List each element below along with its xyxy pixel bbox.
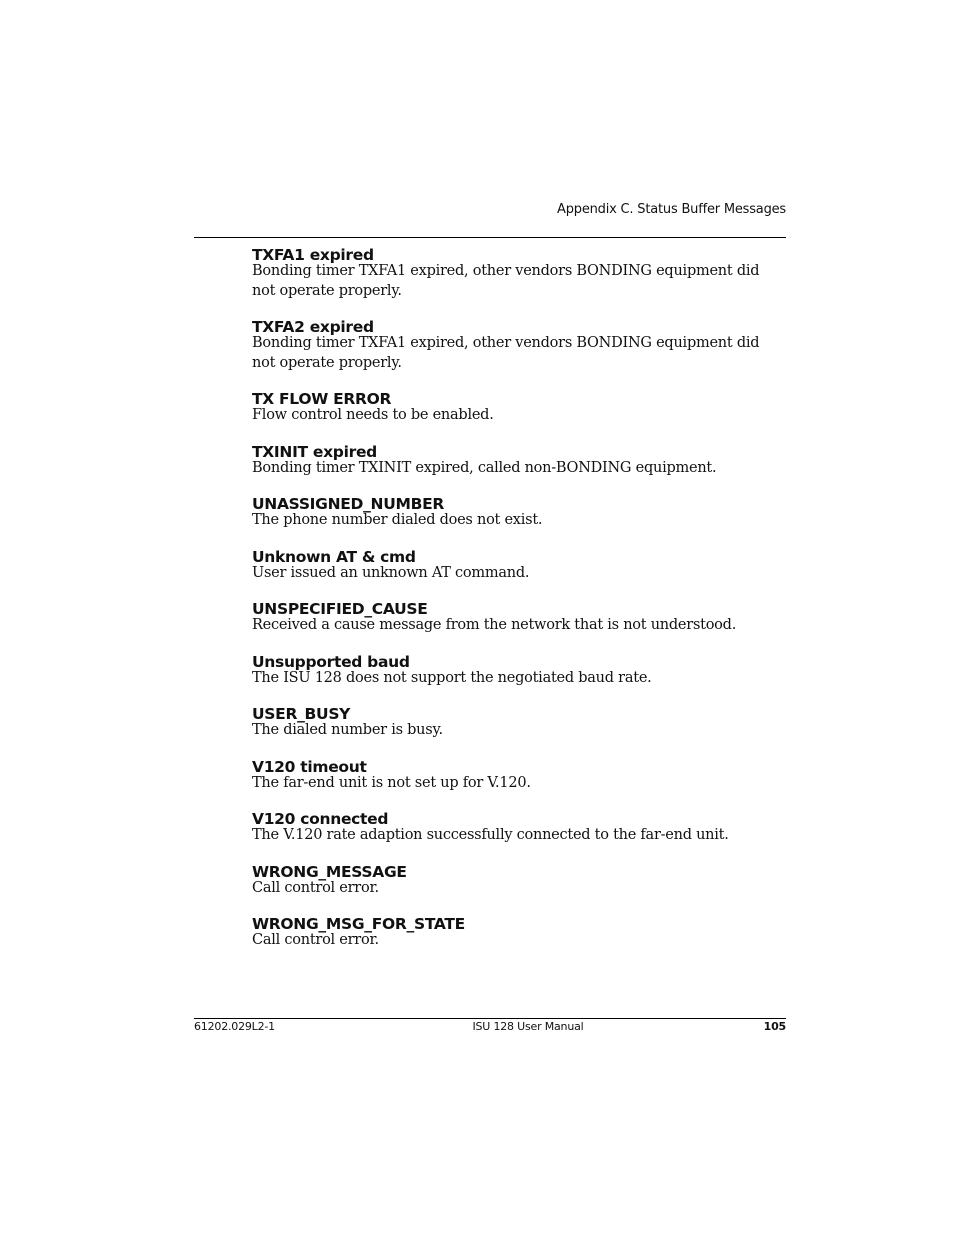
message-term: TX FLOW ERROR [252, 390, 392, 408]
message-entry [252, 548, 786, 584]
message-term: UNASSIGNED_NUMBER [252, 495, 445, 513]
message-entry [252, 443, 786, 479]
message-entry [252, 600, 786, 636]
message-entry [252, 390, 786, 426]
message-entry [252, 318, 786, 373]
message-term: WRONG_MSG_FOR_STATE [252, 915, 465, 933]
message-description: The dialed number is busy. [252, 722, 443, 738]
message-term: UNSPECIFIED_CAUSE [252, 600, 428, 618]
message-entry [252, 705, 786, 741]
message-term: Unsupported baud [252, 652, 410, 671]
message-description: Call control error. [252, 879, 379, 896]
message-description: Bonding timer TXFA1 expired, other vendors BONDING equipment did not operate properly. [252, 263, 760, 299]
message-entry [252, 758, 786, 794]
message-description: User issued an unknown AT command. [252, 564, 530, 581]
message-entry [252, 495, 786, 531]
message-description: Bonding timer TXFA1 expired, other vendors BONDING equipment did not operate properly. [252, 335, 760, 371]
manual-title: ISU 128 User Manual [472, 1020, 584, 1033]
message-description: The phone number dialed does not exist. [252, 512, 543, 528]
running-header: Appendix C. Status Buffer Messages [557, 202, 786, 217]
message-description: The far-end unit is not set up for V.120. [252, 774, 531, 791]
message-term: V120 connected [252, 810, 389, 828]
page-number: 105 [763, 1020, 786, 1033]
message-description: Call control error. [252, 932, 379, 948]
message-term: TXINIT expired [252, 442, 377, 461]
message-entry [252, 915, 786, 951]
message-description: The V.120 rate adaption successfully connected to the far-end unit. [252, 827, 729, 843]
message-term: TXFA2 expired [252, 318, 374, 336]
document-number: 61202.029L2-1 [194, 1020, 275, 1033]
message-description: Bonding timer TXINIT expired, called non-BONDING equipment. [252, 459, 717, 476]
message-entry [252, 863, 786, 899]
message-term: WRONG_MESSAGE [252, 862, 407, 881]
message-term: TXFA1 expired [252, 246, 374, 264]
message-description: Flow control needs to be enabled. [252, 407, 494, 423]
message-term: USER_BUSY [252, 705, 351, 723]
message-entry [252, 653, 786, 689]
header-divider [194, 237, 786, 238]
message-list [252, 246, 786, 968]
footer-divider [194, 1018, 786, 1019]
message-description: The ISU 128 does not support the negotiated baud rate. [252, 669, 652, 686]
message-term: V120 timeout [252, 757, 367, 776]
message-entry [252, 810, 786, 846]
message-term: Unknown AT & cmd [252, 547, 416, 566]
message-entry [252, 246, 786, 301]
message-description: Received a cause message from the network that is not understood. [252, 617, 737, 633]
